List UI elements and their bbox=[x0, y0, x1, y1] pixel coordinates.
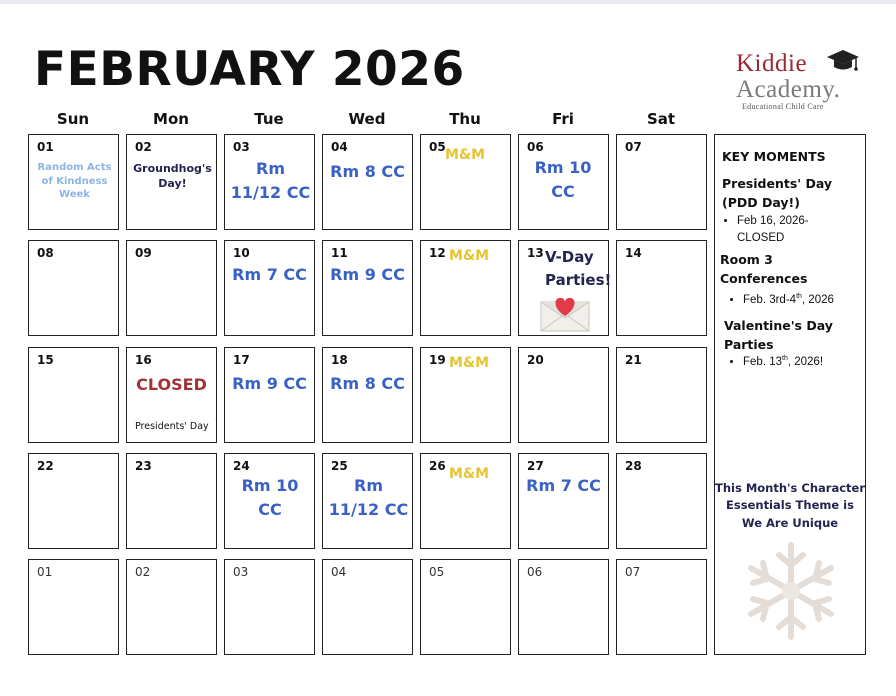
event-label: Rm 7 CC bbox=[232, 265, 307, 284]
day-cell-27[interactable] bbox=[518, 453, 609, 549]
kiddie-academy-logo bbox=[732, 48, 862, 114]
day-number: 08 bbox=[37, 246, 54, 260]
page-title: FEBRUARY 2026 bbox=[34, 42, 465, 97]
day-number: 19 bbox=[429, 353, 446, 367]
day-cell-21[interactable] bbox=[616, 347, 707, 443]
closed-label: CLOSED bbox=[136, 375, 207, 394]
day-cell-03[interactable] bbox=[224, 134, 315, 230]
day-number: 26 bbox=[429, 459, 446, 473]
key-moments-heading: KEY MOMENTS bbox=[722, 149, 826, 164]
day-number: 02 bbox=[135, 565, 151, 579]
day-cell-20[interactable] bbox=[518, 347, 609, 443]
day-cell-07[interactable] bbox=[616, 134, 707, 230]
day-number: 11 bbox=[331, 246, 348, 260]
day-number: 07 bbox=[625, 565, 641, 579]
character-theme-note: This Month's Character Essentials Theme is We Are Unique bbox=[715, 481, 866, 530]
day-number: 02 bbox=[135, 140, 152, 154]
snowflake-icon bbox=[739, 539, 843, 643]
weekday-thu: Thu bbox=[449, 110, 481, 128]
day-number: 24 bbox=[233, 459, 250, 473]
weekday-mon: Mon bbox=[153, 110, 189, 128]
bullet-text: Feb. 13 bbox=[743, 356, 782, 368]
day-number: 17 bbox=[233, 353, 250, 367]
day-number: 04 bbox=[331, 140, 348, 154]
day-cell-23[interactable] bbox=[126, 453, 217, 549]
day-number: 09 bbox=[135, 246, 152, 260]
event-label: M&M bbox=[445, 147, 486, 163]
day-cell-04[interactable] bbox=[322, 134, 413, 230]
next-month-cell-07[interactable] bbox=[616, 559, 707, 655]
day-number: 07 bbox=[625, 140, 642, 154]
bullet-item bbox=[743, 292, 865, 309]
day-cell-25[interactable] bbox=[322, 453, 413, 549]
event-label: M&M bbox=[449, 466, 490, 482]
weekday-fri: Fri bbox=[552, 110, 574, 128]
day-number: 04 bbox=[331, 565, 347, 579]
day-number: 06 bbox=[527, 140, 544, 154]
day-number: 05 bbox=[429, 140, 446, 154]
day-number: 28 bbox=[625, 459, 642, 473]
next-month-cell-05[interactable] bbox=[420, 559, 511, 655]
day-cell-18[interactable] bbox=[322, 347, 413, 443]
event-label: Random Acts of Kindness Week bbox=[37, 162, 112, 200]
day-number: 03 bbox=[233, 140, 250, 154]
next-month-cell-06[interactable] bbox=[518, 559, 609, 655]
presidents-day-details bbox=[723, 213, 843, 246]
event-label: V-Day Parties! bbox=[545, 248, 612, 290]
event-label: Rm 7 CC bbox=[526, 476, 601, 495]
day-number: 13 bbox=[527, 246, 544, 260]
bullet-text: , 2026! bbox=[787, 356, 824, 368]
event-label: Groundhog's Day! bbox=[133, 162, 212, 191]
weekday-tue: Tue bbox=[254, 110, 284, 128]
day-cell-11[interactable] bbox=[322, 240, 413, 336]
top-border bbox=[0, 0, 896, 4]
day-number: 27 bbox=[527, 459, 544, 473]
day-cell-26[interactable] bbox=[420, 453, 511, 549]
bullet-text: Feb. 3rd-4 bbox=[743, 294, 797, 306]
day-cell-24[interactable] bbox=[224, 453, 315, 549]
event-label: Rm 10 CC bbox=[241, 476, 299, 519]
day-number: 20 bbox=[527, 353, 544, 367]
ordinal-suffix: th bbox=[796, 293, 802, 301]
day-cell-10[interactable] bbox=[224, 240, 315, 336]
conferences-title: Room 3 Conferences bbox=[720, 252, 808, 286]
day-number: 06 bbox=[527, 565, 543, 579]
logo-word-kiddie: Kiddie bbox=[736, 50, 808, 77]
day-cell-19[interactable] bbox=[420, 347, 511, 443]
day-number: 01 bbox=[37, 565, 53, 579]
next-month-cell-01[interactable] bbox=[28, 559, 119, 655]
weekday-wed: Wed bbox=[348, 110, 386, 128]
day-cell-08[interactable] bbox=[28, 240, 119, 336]
day-cell-05[interactable] bbox=[420, 134, 511, 230]
event-label: Rm 9 CC bbox=[232, 374, 307, 393]
day-cell-01[interactable] bbox=[28, 134, 119, 230]
day-cell-09[interactable] bbox=[126, 240, 217, 336]
day-cell-02[interactable] bbox=[126, 134, 217, 230]
graduation-cap-icon bbox=[826, 48, 860, 74]
day-cell-12[interactable] bbox=[420, 240, 511, 336]
day-cell-15[interactable] bbox=[28, 347, 119, 443]
event-label: Rm 8 CC bbox=[330, 374, 405, 393]
day-cell-22[interactable] bbox=[28, 453, 119, 549]
event-label: Rm 10 CC bbox=[534, 158, 592, 201]
day-cell-17[interactable] bbox=[224, 347, 315, 443]
event-label: M&M bbox=[449, 248, 490, 264]
bullet-item bbox=[743, 354, 865, 371]
conferences-details bbox=[729, 292, 865, 309]
weekday-sat: Sat bbox=[646, 110, 676, 128]
day-number: 23 bbox=[135, 459, 152, 473]
valentines-title: Valentine's Day Parties bbox=[724, 318, 833, 352]
valentines-details bbox=[729, 354, 865, 371]
weekday-sun: Sun bbox=[56, 110, 90, 128]
key-moments-panel bbox=[714, 134, 866, 655]
event-label: Rm 9 CC bbox=[330, 265, 405, 284]
day-number: 22 bbox=[37, 459, 54, 473]
bullet-item: • Feb 16, 2026- CLOSED bbox=[737, 213, 843, 246]
day-number: 05 bbox=[429, 565, 445, 579]
next-month-cell-03[interactable] bbox=[224, 559, 315, 655]
day-number: 03 bbox=[233, 565, 249, 579]
ordinal-suffix: th bbox=[782, 355, 788, 363]
event-label: Rm 8 CC bbox=[330, 162, 405, 181]
day-number: 18 bbox=[331, 353, 348, 367]
holiday-label: Presidents' Day bbox=[135, 421, 209, 432]
presidents-day-title: Presidents' Day (PDD Day!) bbox=[722, 176, 833, 210]
day-cell-16[interactable] bbox=[126, 347, 217, 443]
day-number: 25 bbox=[331, 459, 348, 473]
day-cell-13[interactable] bbox=[518, 240, 612, 336]
event-label: M&M bbox=[449, 355, 490, 371]
day-number: 14 bbox=[625, 246, 642, 260]
next-month-cell-02[interactable] bbox=[126, 559, 217, 655]
day-cell-06[interactable] bbox=[518, 134, 609, 230]
day-cell-28[interactable] bbox=[616, 453, 707, 549]
bullet-text: , 2026 bbox=[801, 294, 834, 306]
logo-word-academy: Academy. bbox=[736, 76, 841, 103]
event-label: Rm 11/12 CC bbox=[328, 476, 409, 519]
day-number: 10 bbox=[233, 246, 250, 260]
event-label: Rm 11/12 CC bbox=[230, 159, 311, 202]
heart-envelope-icon bbox=[540, 296, 590, 332]
day-cell-14[interactable] bbox=[616, 240, 707, 336]
day-number: 12 bbox=[429, 246, 446, 260]
day-number: 01 bbox=[37, 140, 54, 154]
day-number: 21 bbox=[625, 353, 642, 367]
next-month-cell-04[interactable] bbox=[322, 559, 413, 655]
logo-tagline: Educational Child Care bbox=[742, 102, 824, 111]
day-number: 15 bbox=[37, 353, 54, 367]
day-number: 16 bbox=[135, 353, 152, 367]
